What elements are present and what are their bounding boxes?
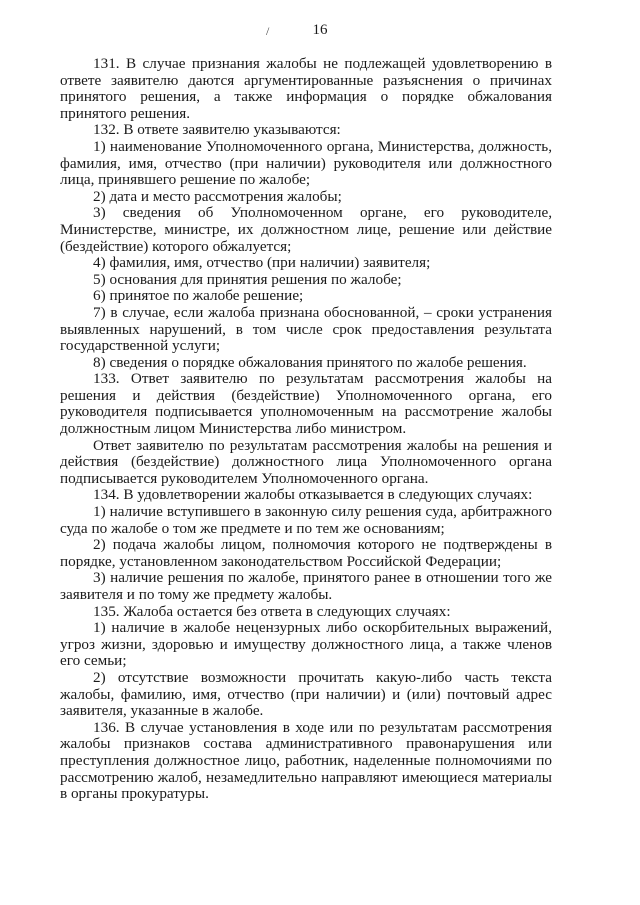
- document-body: [60, 56, 552, 803]
- list-item-132-7: 7) в случае, если жалоба признана обоснованной, – сроки устранения выявленных нарушений, в том числе срок предоставления результата государственной услуги;: [60, 303, 552, 355]
- paragraph-135: 135. Жалоба остается без ответа в следующих случаях:: [93, 602, 451, 620]
- list-item-132-5: 5) основания для принятия решения по жалобе;: [93, 270, 402, 288]
- list-item-135-2: 2) отсутствие возможности прочитать какую-либо часть текста жалобы, фамилию, имя, отчество (при наличии) и (или) почтовый адрес заявителя, указанные в жалобе.: [60, 668, 552, 720]
- paragraph-133: 133. Ответ заявителю по результатам рассмотрения жалобы на решения и действия (бездействие) Уполномоченного органа, его руководителя подписывается уполномоченным на рассмотрение жалобы должностным лицом Министерства либо министром.: [60, 370, 552, 438]
- list-item-132-8: 8) сведения о порядке обжалования принятого по жалобе решения.: [93, 353, 527, 371]
- paragraph-132: 132. В ответе заявителю указываются:: [93, 121, 341, 139]
- list-item-132-4: 4) фамилия, имя, отчество (при наличии) заявителя;: [93, 254, 431, 272]
- paragraph-134: 134. В удовлетворении жалобы отказывается в следующих случаях:: [93, 486, 533, 504]
- paragraph-133-continued: Ответ заявителю по результатам рассмотрения жалобы на решения и действия (бездействие) должностного лица Уполномоченного органа подписывается руководителем Уполномоченного органа.: [60, 436, 552, 487]
- list-item-134-2: 2) подача жалобы лицом, полномочия которого не подтверждены в порядке, установленном законодательством Российской Федерации;: [60, 536, 552, 570]
- stray-mark: /: [266, 24, 270, 38]
- paragraph-136: 136. В случае установления в ходе или по результатам рассмотрения жалобы признаков состава административного правонарушения или преступления должностное лицо, работник, наделенные полномочиями по рассмотрению жалоб, незамедлительно направляют имеющиеся материалы в органы прокуратуры.: [60, 718, 552, 803]
- paragraph-131: 131. В случае признания жалобы не подлежащей удовлетворению в ответе заявителю даются аргументированные разъяснения о причинах принятого решения, а также информация о порядке обжалования принятого решения.: [60, 55, 552, 122]
- list-item-135-1: 1) наличие в жалобе нецензурных либо оскорбительных выражений, угроз жизни, здоровью и имуществу должностного лица, а также членов его семьи;: [60, 619, 552, 670]
- list-item-132-6: 6) принятое по жалобе решение;: [93, 287, 304, 305]
- list-item-132-3: 3) сведения об Уполномоченном органе, его руководителе, Министерстве, министре, их должностном лице, решение или действие (бездействие) которого обжалуется;: [60, 204, 552, 255]
- list-item-134-3: 3) наличие решения по жалобе, принятого ранее в отношении того же заявителя и по тому же предмету жалобы.: [60, 569, 552, 603]
- list-item-134-1: 1) наличие вступившего в законную силу решения суда, арбитражного суда по жалобе о том же предмете и по тем же основаниям;: [60, 503, 552, 537]
- list-item-132-1: 1) наименование Уполномоченного органа, Министерства, должность, фамилия, имя, отчество (при наличии) руководителя или должностного лица, принявшего решение по жалобе;: [60, 137, 552, 189]
- page-number: 16: [312, 22, 328, 38]
- list-item-132-2: 2) дата и место рассмотрения жалобы;: [93, 187, 342, 205]
